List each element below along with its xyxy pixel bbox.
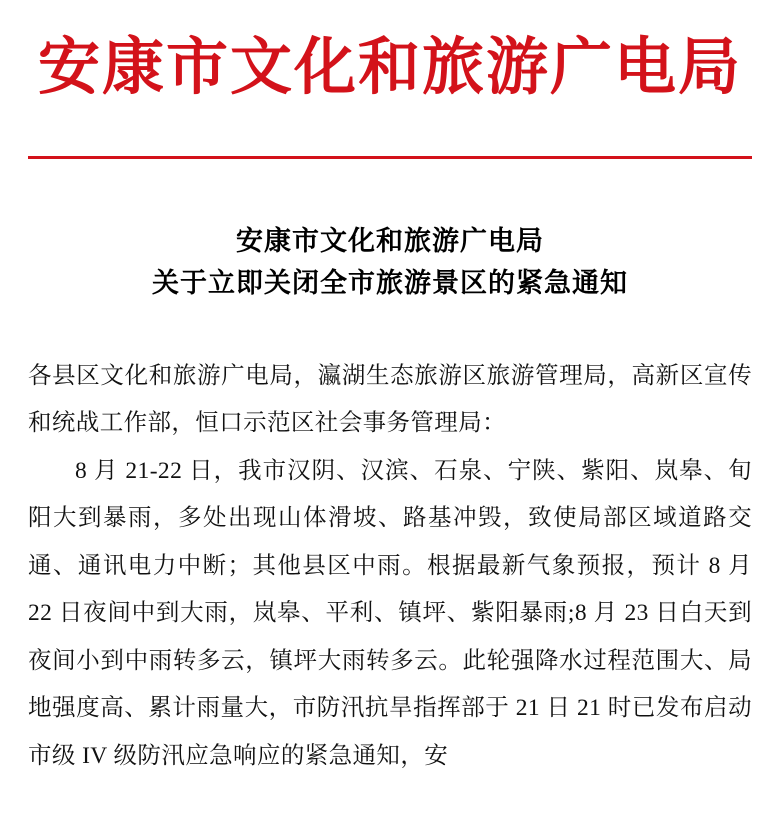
letterhead-divider	[28, 156, 752, 159]
document-body	[28, 353, 752, 780]
document-title-line-2: 关于立即关闭全市旅游景区的紧急通知	[152, 268, 628, 299]
document-title-line-1: 安康市文化和旅游广电局	[236, 226, 544, 257]
body-salutation: 各县区文化和旅游广电局，瀛湖生态旅游区旅游管理局，高新区宣传和统战工作部，恒口示范区社会事务管理局：	[28, 362, 752, 437]
letterhead	[28, 0, 752, 112]
letterhead-organization: 安康市文化和旅游广电局	[37, 34, 742, 102]
body-paragraph-1: 8 月 21-22 日，我市汉阴、汉滨、石泉、宁陕、紫阳、岚皋、旬阳大到暴雨，多处出现山体滑坡、路基冲毁，致使局部区域道路交通、通讯电力中断；其他县区中雨。根据最新气象预报，预计 8 月 22 日夜间中到大雨，岚皋、平利、镇坪、紫阳暴雨;8 月 23 日白天到夜间小到中雨转多云，镇坪大雨转多云。此轮强降水过程范围大、局地强度高、累计雨量大，市防汛抗旱指挥部于 21 日 21 时已发布启动市级 IV 级防汛应急响应的紧急通知，安	[28, 457, 752, 769]
document-title	[28, 221, 752, 305]
